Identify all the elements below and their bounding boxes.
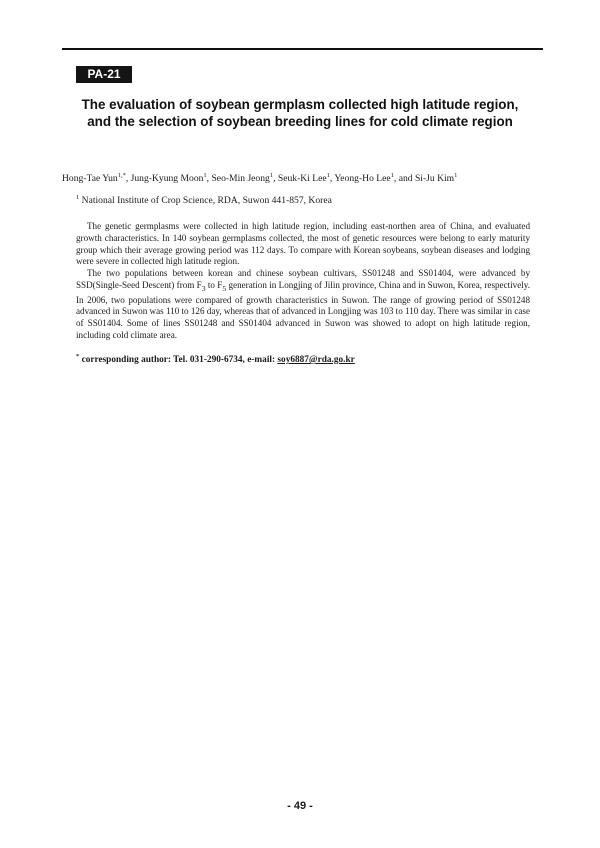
- corresponding-author: [76, 354, 536, 366]
- affiliation-marker: 1: [76, 193, 80, 201]
- author-name: Hong-Tae Yun: [62, 173, 118, 184]
- abstract-paragraph-2: [76, 268, 530, 342]
- author-separator: , and: [393, 173, 415, 184]
- author-affiliation-mark: 1: [269, 171, 274, 179]
- affiliation-text: National Institute of Crop Science, RDA, Suwon 441-857, Korea: [81, 195, 332, 206]
- abstract-paragraph-1: The genetic germplasms were collected in high latitude region, including east-northen area of China, and evaluated growth characteristics. In 140 soybean germplasms collected, the most of genetic resources were belong to early maturity group which their average growing period was 112 days. To compare with Korean soybeans, soybean diseases and lodging were severe in collected high latitude region.: [76, 221, 530, 267]
- author-affiliation-mark: 1: [203, 171, 207, 179]
- author-separator: ,: [329, 173, 335, 184]
- author-affiliation-mark: 1: [390, 171, 394, 179]
- corresponding-marker: *: [76, 352, 80, 360]
- author-separator: ,: [273, 173, 278, 184]
- author-name: Seo-Min Jeong: [211, 173, 270, 184]
- generation-subscript: 5: [222, 283, 227, 293]
- author-name: Seuk-Ki Lee: [277, 173, 327, 184]
- abstract-text: to F: [205, 279, 223, 290]
- author-name: Yeong-Ho Lee: [334, 173, 391, 184]
- affiliation: [76, 194, 536, 208]
- abstract-text: The two populations between korean and chinese soybean cultivars, SS01248 and SS01404, were advanced by SSD(Single-Seed Descent) from F: [76, 268, 530, 290]
- top-rule: [62, 48, 543, 50]
- author-affiliation-mark: 1,*: [117, 171, 126, 179]
- author-list: [62, 172, 562, 186]
- paper-title: The evaluation of soybean germplasm collected high latitude region, and the selection of soybean breeding lines for cold climate region: [81, 97, 519, 129]
- author-separator: ,: [206, 173, 212, 184]
- abstract-text: generation in Longjing of Jilin province, China and in Suwon, Korea, respectively. In 2006, two populations were compared of growth characteristics in Suwon. The range of growing period of SS01248 advanced in Suwon was 110 to 126 day, whereas that of advanced in Longjing was 103 to 110 day. There was similar in case of SS01404. Some of lines SS01248 and SS01404 advanced in Suwon was showed to adopt on high latitude region, including cold climate area.: [76, 279, 530, 340]
- session-code-badge: PA-21: [76, 66, 132, 83]
- page-number: - 49 -: [287, 800, 313, 812]
- abstract: [76, 221, 530, 342]
- author-name: Jung-Kyung Moon: [130, 173, 204, 184]
- author-name: Si-Ju Kim: [414, 173, 455, 184]
- generation-subscript: 3: [201, 283, 206, 293]
- author-affiliation-mark: 1: [326, 171, 330, 179]
- author-affiliation-mark: 1: [454, 171, 458, 179]
- email-link[interactable]: soy6887@rda.go.kr: [277, 355, 355, 365]
- corresponding-text: corresponding author: Tel. 031-290-6734, e-mail:: [81, 355, 278, 365]
- author-separator: ,: [125, 173, 131, 184]
